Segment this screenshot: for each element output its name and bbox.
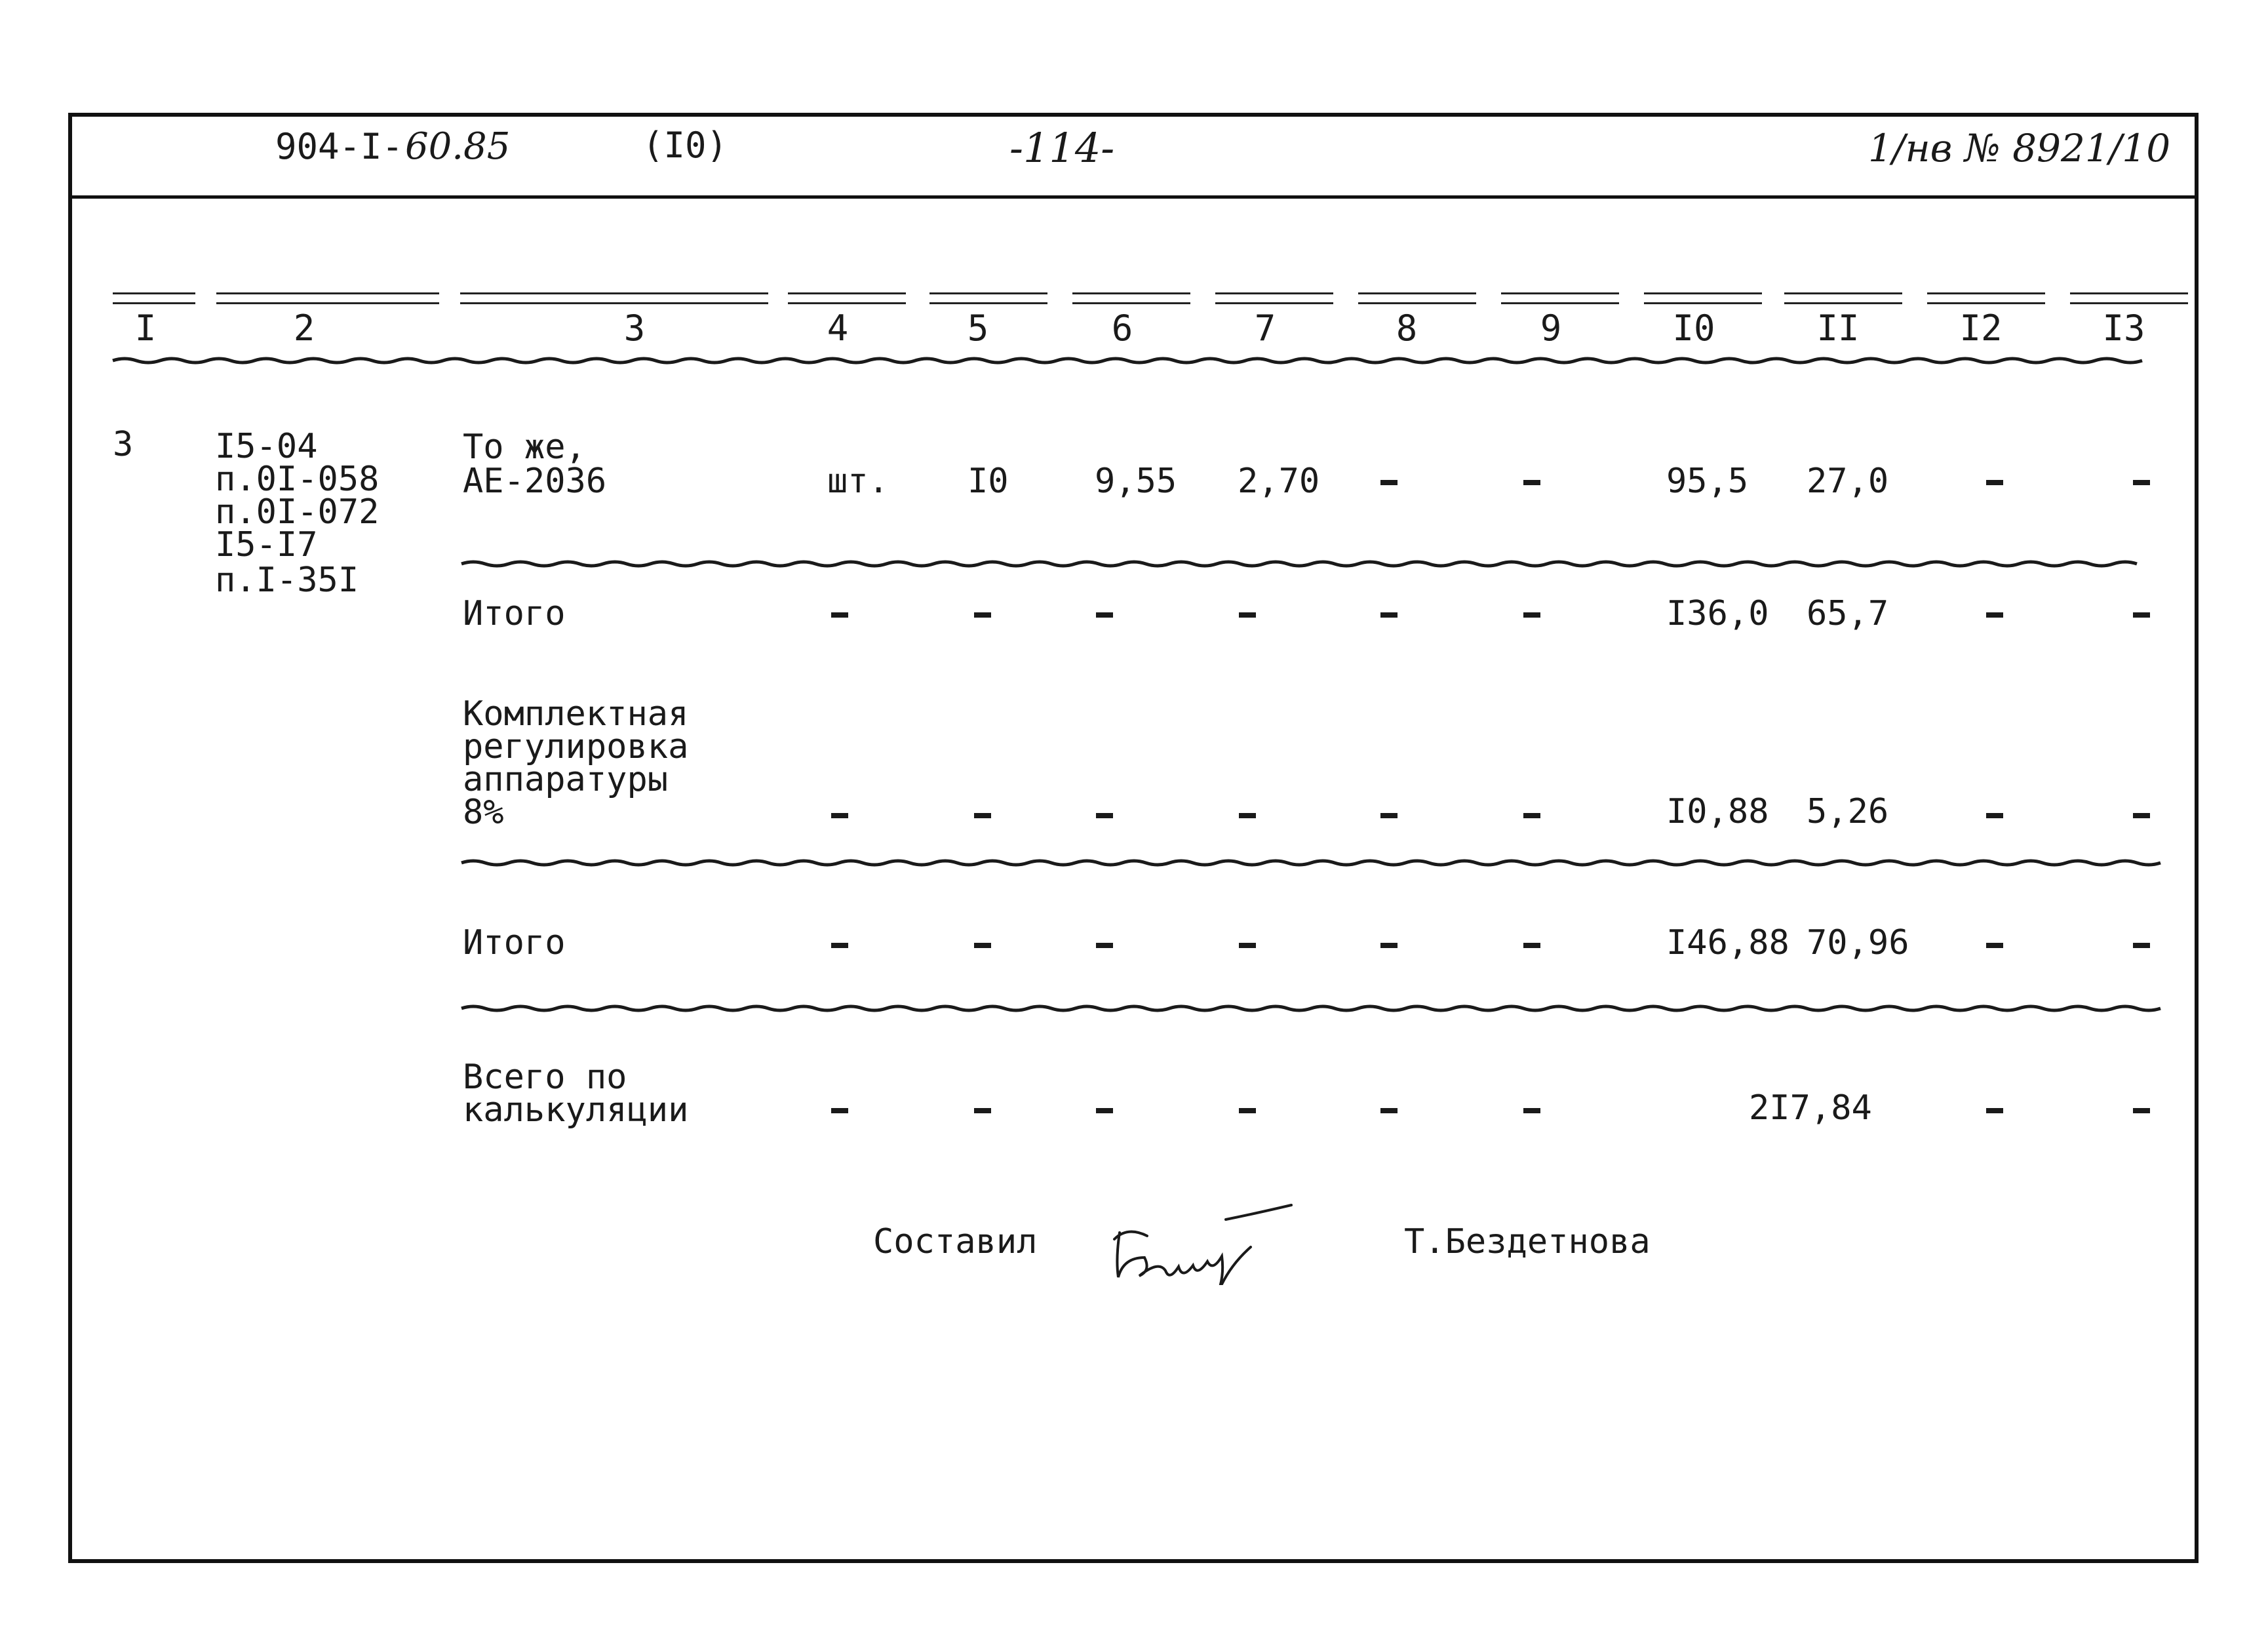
adjust-desc-line: Комплектная (463, 694, 689, 734)
dash (1380, 612, 1398, 618)
item-code: п.0I-058 (215, 460, 380, 499)
dash (1523, 1108, 1540, 1113)
grand-total-value: 2I7,84 (1749, 1088, 1872, 1128)
compiled-label: Составил (873, 1222, 1038, 1261)
column-number: 8 (1396, 307, 1418, 349)
item-qty: I0 (968, 462, 1009, 501)
adjust-col10: I0,88 (1666, 792, 1769, 831)
grand-col12-dash (1986, 1108, 2003, 1113)
column-number: I (134, 307, 157, 349)
item-col6: 9,55 (1095, 462, 1177, 501)
item-col12-dash (1986, 480, 2003, 485)
column-number: 5 (967, 307, 989, 349)
signature-image (1101, 1200, 1318, 1285)
column-number: 6 (1111, 307, 1133, 349)
dash (974, 813, 991, 818)
total1-label: Итого (463, 594, 566, 633)
dash (1523, 612, 1540, 618)
compiler-name: Т.Бездетнова (1404, 1222, 1651, 1261)
adjust-desc-line: регулировка (463, 727, 689, 766)
total1-col11: 65,7 (1807, 594, 1889, 633)
column-number: 7 (1254, 307, 1276, 349)
item-col10: 95,5 (1666, 462, 1749, 501)
doc-prefix: 904-I- (275, 126, 404, 167)
dash (974, 1108, 991, 1113)
dash (974, 943, 991, 948)
page-number: -114- (1009, 124, 1115, 172)
total1-col13-dash (2133, 612, 2150, 618)
doc-suffix: 60.85 (405, 125, 511, 168)
item-code: I5-04 (215, 427, 318, 466)
adjust-col13-dash (2133, 813, 2150, 818)
dash (831, 1108, 848, 1113)
column-number: I3 (2102, 307, 2145, 349)
dash (1380, 813, 1398, 818)
total1-col12-dash (1986, 612, 2003, 618)
column-number: II (1816, 307, 1860, 349)
dash (1096, 612, 1113, 618)
dash (1523, 943, 1540, 948)
total2-col11: 70,96 (1807, 923, 1909, 962)
dash (831, 612, 848, 618)
grand-label-line1: Всего по (463, 1058, 627, 1097)
item-col11: 27,0 (1807, 462, 1889, 501)
adjust-col12-dash (1986, 813, 2003, 818)
adjust-col11: 5,26 (1807, 792, 1889, 831)
item-code: I5-I7 (215, 525, 318, 565)
column-number: 9 (1540, 307, 1562, 349)
dash (974, 612, 991, 618)
item-unit: шт. (827, 462, 889, 501)
total2-col10: I46,88 (1666, 923, 1789, 962)
dash (1380, 943, 1398, 948)
dash (1523, 813, 1540, 818)
grand-col13-dash (2133, 1108, 2150, 1113)
item-number: 3 (113, 425, 134, 464)
adjust-desc-line: аппаратуры (463, 760, 669, 799)
item-code: п.I-35I (215, 561, 359, 600)
total2-col13-dash (2133, 943, 2150, 948)
column-number: I2 (1959, 307, 2003, 349)
grand-label-line2: калькуляции (463, 1090, 689, 1130)
dash (831, 813, 848, 818)
item-col8-dash (1380, 480, 1398, 485)
item-col13-dash (2133, 480, 2150, 485)
total2-label: Итого (463, 923, 566, 962)
total2-col12-dash (1986, 943, 2003, 948)
item-desc-line1: То же, (463, 427, 586, 467)
dash (1239, 612, 1256, 618)
inventory-number: 1/нв № 8921/10 (1868, 126, 2171, 170)
column-number: I0 (1672, 307, 1715, 349)
adjust-desc-line: 8% (463, 793, 504, 832)
item-desc-line2: АЕ-2036 (463, 462, 607, 501)
dash (1096, 813, 1113, 818)
item-col7: 2,70 (1238, 462, 1320, 501)
dash (1239, 813, 1256, 818)
total1-col10: I36,0 (1666, 594, 1769, 633)
item-code: п.0I-072 (215, 492, 380, 532)
dash (1096, 943, 1113, 948)
dash (1239, 943, 1256, 948)
item-col9-dash (1523, 480, 1540, 485)
column-number: 2 (293, 307, 315, 349)
dash (1380, 1108, 1398, 1113)
dash (831, 943, 848, 948)
dash (1239, 1108, 1256, 1113)
sheet-ref: (I0) (642, 125, 728, 166)
dash (1096, 1108, 1113, 1113)
column-number: 4 (827, 307, 849, 349)
column-number: 3 (623, 307, 646, 349)
